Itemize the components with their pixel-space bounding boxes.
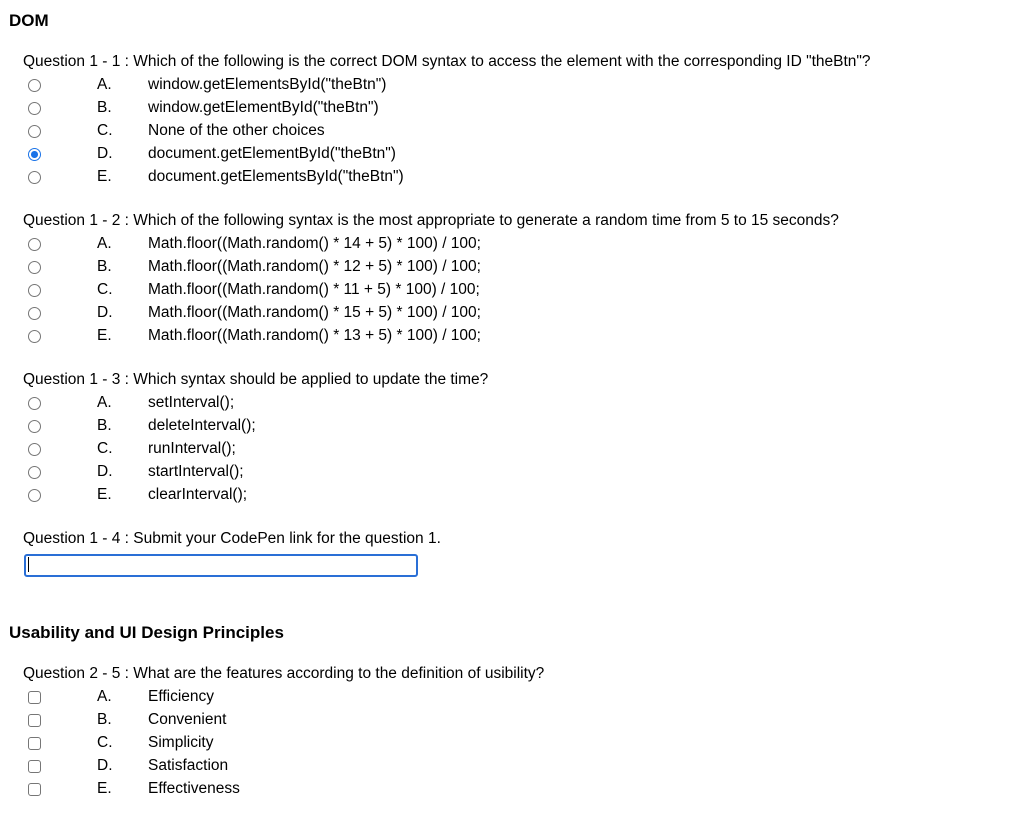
option-text: Math.floor((Math.random() * 12 + 5) * 100) / 100; (148, 258, 481, 275)
option-letter: E. (97, 168, 112, 185)
question-prompt: Question 1 - 4 : Submit your CodePen link for the question 1. (23, 530, 441, 547)
text-caret (28, 557, 29, 572)
option-e[interactable] (0, 485, 600, 508)
option-letter: C. (97, 734, 113, 751)
option-text: Math.floor((Math.random() * 11 + 5) * 100) / 100; (148, 281, 480, 298)
option-letter: E. (97, 486, 112, 503)
radio-button[interactable] (28, 102, 41, 115)
option-b[interactable] (0, 710, 600, 733)
option-text: window.getElementsById("theBtn") (148, 76, 387, 93)
checkbox[interactable] (28, 760, 41, 773)
option-text: Math.floor((Math.random() * 13 + 5) * 100) / 100; (148, 327, 481, 344)
option-text: Math.floor((Math.random() * 14 + 5) * 100) / 100; (148, 235, 481, 252)
option-letter: B. (97, 417, 112, 434)
option-b[interactable] (0, 257, 600, 280)
option-text: runInterval(); (148, 440, 236, 457)
option-letter: A. (97, 76, 112, 93)
question-prompt: Question 1 - 2 : Which of the following syntax is the most appropriate to generate a random time from 5 to 15 seconds? (23, 212, 839, 229)
option-text: None of the other choices (148, 122, 325, 139)
option-letter: B. (97, 711, 112, 728)
option-letter: B. (97, 258, 112, 275)
radio-button[interactable] (28, 79, 41, 92)
option-text: setInterval(); (148, 394, 235, 411)
option-e[interactable] (0, 167, 600, 190)
radio-button[interactable] (28, 466, 41, 479)
option-a[interactable] (0, 687, 600, 710)
checkbox[interactable] (28, 783, 41, 796)
radio-button[interactable] (28, 443, 41, 456)
option-letter: E. (97, 327, 112, 344)
option-a[interactable] (0, 234, 600, 257)
option-letter: E. (97, 780, 112, 797)
option-text: Simplicity (148, 734, 214, 751)
radio-button[interactable] (28, 489, 41, 502)
option-d[interactable] (0, 462, 600, 485)
option-letter: C. (97, 122, 113, 139)
option-letter: A. (97, 235, 112, 252)
option-a[interactable] (0, 75, 600, 98)
option-b[interactable] (0, 98, 600, 121)
option-letter: A. (97, 688, 112, 705)
option-c[interactable] (0, 733, 600, 756)
option-text: clearInterval(); (148, 486, 248, 503)
option-b[interactable] (0, 416, 600, 439)
radio-button[interactable] (28, 420, 41, 433)
radio-button[interactable] (28, 261, 41, 274)
option-text: Effectiveness (148, 780, 240, 797)
question-prompt: Question 2 - 5 : What are the features according to the definition of usibility? (23, 665, 545, 682)
option-e[interactable] (0, 326, 600, 349)
option-d[interactable] (0, 303, 600, 326)
option-letter: B. (97, 99, 112, 116)
checkbox[interactable] (28, 714, 41, 727)
option-letter: C. (97, 440, 113, 457)
question-prompt: Question 1 - 1 : Which of the following is the correct DOM syntax to access the element with the corresponding ID "theBtn"? (23, 53, 871, 70)
option-text: deleteInterval(); (148, 417, 256, 434)
option-c[interactable] (0, 121, 600, 144)
radio-button[interactable] (28, 397, 41, 410)
option-letter: C. (97, 281, 113, 298)
codepen-link-input[interactable] (24, 554, 418, 577)
option-text: document.getElementsById("theBtn") (148, 168, 404, 185)
radio-button[interactable] (28, 284, 41, 297)
checkbox[interactable] (28, 691, 41, 704)
option-a[interactable] (0, 393, 600, 416)
option-text: Efficiency (148, 688, 215, 705)
option-letter: D. (97, 304, 113, 321)
radio-button[interactable] (28, 125, 41, 138)
option-text: Convenient (148, 711, 227, 728)
question-prompt: Question 1 - 3 : Which syntax should be applied to update the time? (23, 371, 489, 388)
option-letter: D. (97, 145, 113, 162)
option-text: window.getElementById("theBtn") (148, 99, 379, 116)
radio-button[interactable] (28, 307, 41, 320)
radio-button-selected[interactable] (28, 148, 41, 161)
option-c[interactable] (0, 280, 600, 303)
radio-button[interactable] (28, 238, 41, 251)
option-letter: D. (97, 463, 113, 480)
checkbox[interactable] (28, 737, 41, 750)
option-d[interactable] (0, 756, 600, 779)
section-title-usability: Usability and UI Design Principles (9, 623, 284, 642)
option-c[interactable] (0, 439, 600, 462)
option-text: Satisfaction (148, 757, 229, 774)
radio-button[interactable] (28, 330, 41, 343)
section-title-dom: DOM (9, 11, 49, 30)
option-letter: A. (97, 394, 112, 411)
option-e[interactable] (0, 779, 600, 802)
option-text: document.getElementById("theBtn") (148, 145, 396, 162)
option-text: Math.floor((Math.random() * 15 + 5) * 100) / 100; (148, 304, 481, 321)
radio-button[interactable] (28, 171, 41, 184)
option-letter: D. (97, 757, 113, 774)
option-d[interactable] (0, 144, 600, 167)
option-text: startInterval(); (148, 463, 244, 480)
